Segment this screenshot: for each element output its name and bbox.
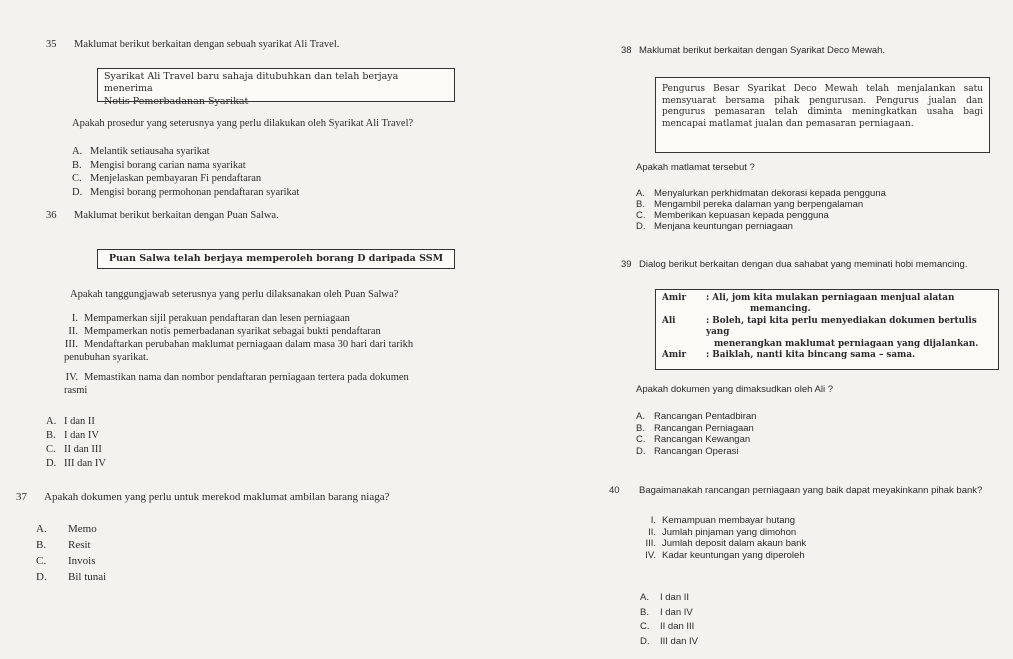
question-40-question bbox=[609, 485, 982, 497]
question-39-dialog-box bbox=[655, 289, 999, 370]
option-d[interactable]: D. Bil tunai bbox=[36, 571, 107, 583]
option-b[interactable]: B. Rancangan Perniagaan bbox=[636, 422, 754, 434]
question-38-options bbox=[636, 188, 886, 232]
question-39-options bbox=[636, 411, 756, 457]
question-37-options bbox=[36, 521, 106, 585]
option-c[interactable]: C. II dan III bbox=[46, 444, 102, 455]
question-text: Apakah dokumen yang perlu untuk merekod maklumat ambilan barang niaga? bbox=[44, 491, 390, 503]
option-c[interactable]: C. Rancangan Kewangan bbox=[636, 434, 751, 445]
question-36-options bbox=[46, 415, 106, 471]
question-36-stem bbox=[46, 209, 279, 222]
option-d[interactable]: D. III dan IV bbox=[46, 458, 106, 469]
question-text: Bagaimanakah rancangan perniagaan yang baik dapat meyakinkann pihak bank? bbox=[639, 485, 983, 496]
question-37-question bbox=[16, 491, 389, 505]
statement: II. Jumlah pinjaman yang dimohon bbox=[648, 526, 797, 538]
speaker: Amir bbox=[662, 350, 687, 361]
option-c[interactable]: C. II dan III bbox=[640, 621, 695, 632]
option-d[interactable]: D. Mengisi borang permohonan pendaftaran syarikat bbox=[72, 186, 300, 198]
option-d[interactable]: D. III dan IV bbox=[640, 635, 699, 647]
option-a[interactable]: A. Melantik setiausaha syarikat bbox=[72, 146, 210, 157]
question-number: 36 bbox=[46, 210, 57, 221]
option-b[interactable]: B. Mengisi borang carian nama syarikat bbox=[72, 159, 246, 171]
stem-text: Maklumat berikut berkaitan dengan Syarikat Deco Mewah. bbox=[639, 45, 886, 56]
option-c[interactable]: C. Invois bbox=[36, 555, 96, 567]
question-38-info-box: Pengurus Besar Syarikat Deco Mewah telah menjalankan satu mensyuarat bersama pihak pengurusan. Pengurus jualan dan pengurus pemasaran telah diminta meningkatkan usaha bagi mencapai matlamat jualan dan pemasaran perniagaan. bbox=[655, 77, 990, 153]
question-36-info-box: Puan Salwa telah berjaya memperoleh borang D daripada SSM bbox=[97, 249, 455, 269]
option-d[interactable]: D. Menjana keuntungan perniagaan bbox=[636, 221, 793, 232]
stem-text: Maklumat berikut berkaitan dengan sebuah syarikat Ali Travel. bbox=[74, 39, 340, 50]
info-line: Syarikat Ali Travel baru sahaja ditubuhkan dan telah berjaya menerima bbox=[104, 71, 399, 95]
option-a[interactable]: A. I dan II bbox=[46, 416, 95, 427]
option-b[interactable]: B. I dan IV bbox=[46, 430, 99, 441]
question-number: 38 bbox=[621, 45, 632, 56]
question-35-stem bbox=[46, 38, 339, 51]
statement: IV. Memastikan nama dan nombor pendaftaran perniagaan tertera pada dokumen bbox=[65, 372, 409, 383]
dialog-line: Amir : Baiklah, nanti kita bincang sama – sama. bbox=[662, 350, 916, 361]
statement: I. Mempamerkan sijil perakuan pendaftaran dan lesen perniagaan bbox=[71, 313, 350, 324]
statement: II. Mempamerkan notis pemerbadanan syarikat sebagai bukti pendaftaran bbox=[68, 326, 381, 337]
info-line: Notis Pemerbadanan Syarikat bbox=[104, 95, 249, 107]
question-38-question: Apakah matlamat tersebut ? bbox=[636, 162, 755, 173]
option-c[interactable]: C. Menjelaskan pembayaran Fi pendaftaran bbox=[72, 173, 262, 184]
question-38-stem bbox=[621, 45, 885, 57]
speaker: Ali bbox=[662, 315, 676, 326]
question-35-question: Apakah prosedur yang seterusnya yang perlu dilakukan oleh Syarikat Ali Travel? bbox=[72, 118, 414, 129]
statement: I. Kemampuan membayar hutang bbox=[650, 515, 796, 526]
question-36-statements bbox=[60, 312, 413, 397]
dialog-line: Amir : Ali, jom kita mulakan perniagaan menjual alatan memancing. bbox=[662, 293, 955, 315]
statement: III. Jumlah deposit dalam akaun bank bbox=[645, 538, 807, 549]
dialog-line: Ali : Boleh, tapi kita perlu menyediakan dokumen bertulis yang menerangkan maklumat perniagaan yang dijalankan. bbox=[662, 315, 979, 349]
statement-cont: rasmi bbox=[64, 385, 88, 396]
statement: III. Mendaftarkan perubahan maklumat perniagaan dalam masa 30 hari dari tarikh bbox=[64, 339, 414, 350]
question-number: 40 bbox=[609, 485, 620, 496]
option-a[interactable]: A. Menyalurkan perkhidmatan dekorasi kepada pengguna bbox=[636, 188, 886, 199]
option-b[interactable]: B. I dan IV bbox=[640, 606, 693, 618]
question-36-question: Apakah tanggungjawab seterusnya yang perlu dilaksanakan oleh Puan Salwa? bbox=[70, 289, 399, 300]
question-39-question: Apakah dokumen yang dimaksudkan oleh Ali ? bbox=[636, 384, 833, 395]
question-number: 35 bbox=[46, 39, 57, 50]
question-40-statements bbox=[638, 515, 806, 561]
option-a[interactable]: A. I dan II bbox=[640, 592, 690, 603]
statement-cont: penubuhan syarikat. bbox=[64, 352, 149, 363]
stem-text: Dialog berikut berkaitan dengan dua sahabat yang meminati hobi memancing. bbox=[639, 259, 968, 270]
option-d[interactable]: D. Rancangan Operasi bbox=[636, 445, 739, 457]
statement: IV. Kadar keuntungan yang diperoleh bbox=[645, 549, 805, 561]
option-b[interactable]: B. Resit bbox=[36, 539, 91, 551]
speaker: Amir bbox=[662, 293, 687, 303]
question-number: 37 bbox=[16, 491, 27, 503]
question-35-info-box bbox=[97, 68, 455, 107]
option-a[interactable]: A. Rancangan Pentadbiran bbox=[636, 411, 757, 422]
question-35-options bbox=[72, 145, 299, 199]
option-c[interactable]: C. Memberikan kepuasan kepada pengguna bbox=[636, 210, 829, 221]
question-39-stem bbox=[621, 259, 967, 271]
question-number: 39 bbox=[621, 259, 632, 270]
stem-text: Maklumat berikut berkaitan dengan Puan Salwa. bbox=[74, 210, 279, 221]
option-a[interactable]: A. Memo bbox=[36, 523, 97, 535]
option-b[interactable]: B. Mengambil pereka dalaman yang berpengalaman bbox=[636, 199, 864, 210]
question-40-options bbox=[640, 591, 698, 649]
